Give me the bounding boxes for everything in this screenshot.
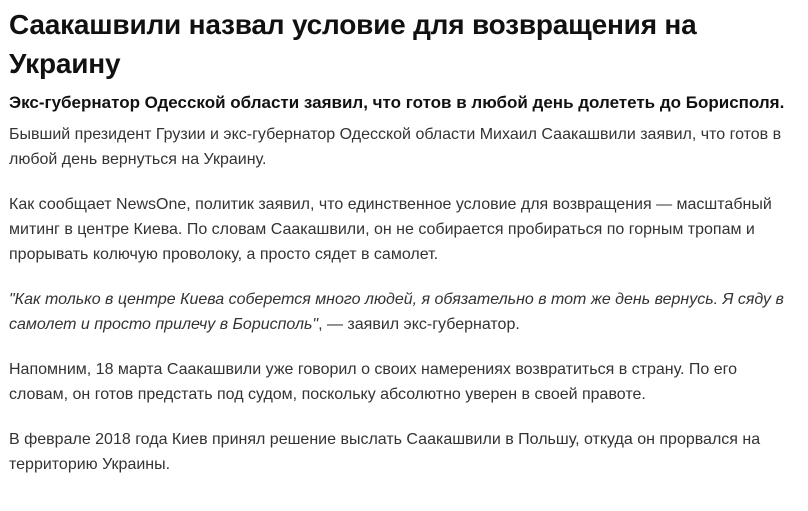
quote-text: "Как только в центре Киева соберется много людей, я обязательно в тот же день вернусь. Я сяду в самолет и просто прилечу в Борисполь" <box>9 291 784 333</box>
article-lead: Экс-губернатор Одесской области заявил, что готов в любой день долететь до Борисполя. <box>9 93 785 112</box>
article-paragraph-1: Бывший президент Грузии и экс-губернатор Одесской области Михаил Саакашвили заявил, что готов в любой день вернуться на Украину. <box>9 126 782 168</box>
article-headline: Саакашвили назвал условие для возвращения на Украину <box>9 9 697 79</box>
article-paragraph-2: Как сообщает NewsOne, политик заявил, что единственное условие для возвращения — масштабный митинг в центре Киева. По словам Саакашвили, он не собирается пробираться по горным тропам и прорывать колючую проволоку, а просто сядет в самолет. <box>9 196 772 263</box>
article-paragraph-4: Напомним, 18 марта Саакашвили уже говорил о своих намерениях возвратиться в страну. По его словам, он готов предстать под судом, поскольку абсолютно уверен в своей правоте. <box>9 361 738 403</box>
article-paragraph-quote <box>9 287 799 337</box>
article <box>9 0 799 477</box>
article-paragraph-5: В феврале 2018 года Киев принял решение выслать Саакашвили в Польшу, откуда он прорвался на территорию Украины. <box>9 431 761 473</box>
quote-attribution: , — заявил экс-губернатор. <box>318 316 520 333</box>
